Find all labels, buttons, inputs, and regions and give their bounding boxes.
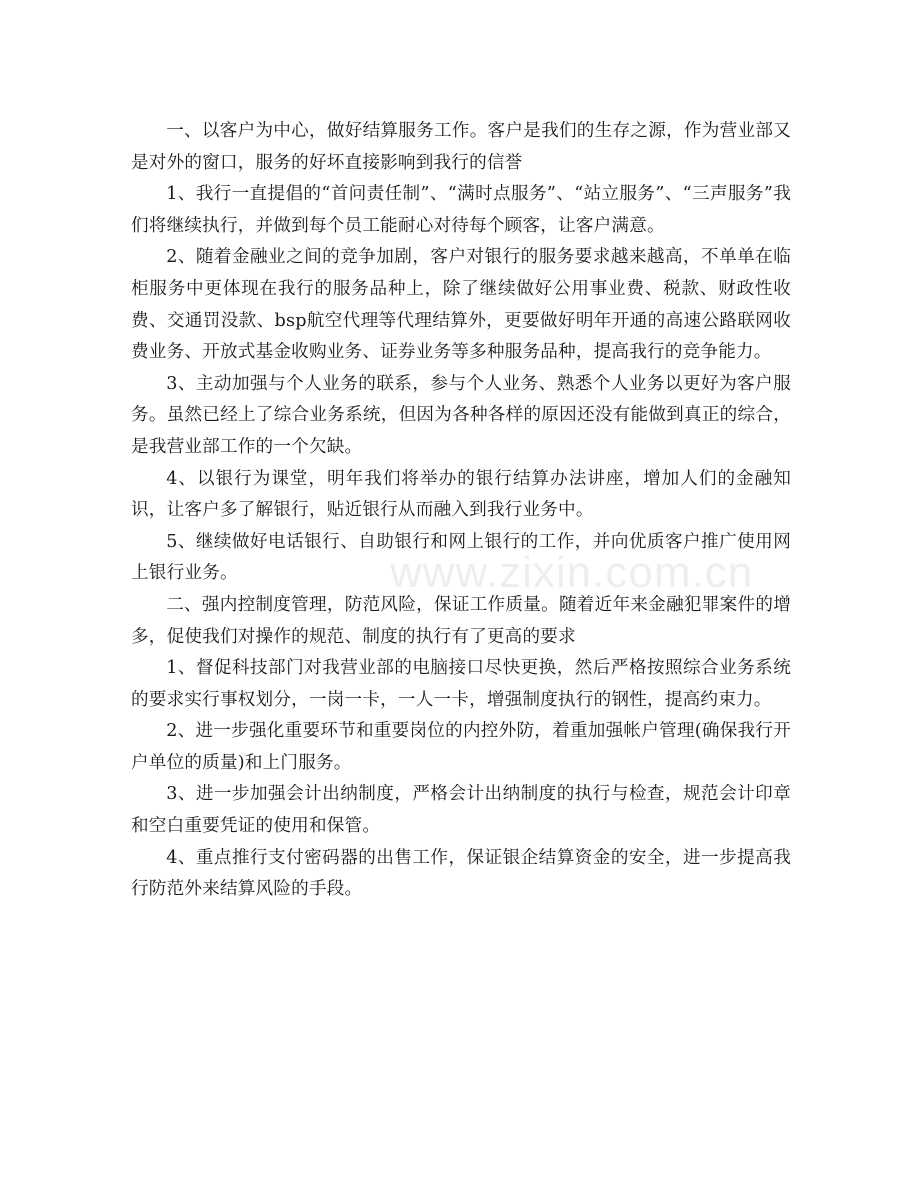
paragraph-section-two-item-4: 4、重点推行支付密码器的出售工作，保证银企结算资金的安全，进一步提高我行防范外来结算风险的手段。: [131, 847, 791, 900]
paragraph-item-1: 1、我行一直提倡的“首问责任制”、“满时点服务”、“站立服务”、“三声服务”我们将继续执行，并做到每个员工能耐心对待每个顾客，让客户满意。: [131, 184, 791, 236]
paragraph-section-two-heading: 二、强内控制度管理，防范风险，保证工作质量。随着近年来金融犯罪案件的增多，促使我们对操作的规范、制度的执行有了更高的要求: [131, 594, 791, 647]
paragraph-item-4: 4、以银行为课堂，明年我们将举办的银行结算办法讲座，增加人们的金融知识，让客户多了解银行，贴近银行从而融入到我行业务中。: [131, 468, 791, 521]
paragraph-item-3: 3、主动加强与个人业务的联系，参与个人业务、熟悉个人业务以更好为客户服务。虽然已经上了综合业务系统，但因为各种各样的原因还没有能做到真正的综合，是我营业部工作的一个欠缺。: [131, 373, 791, 457]
paragraph-item-2: 2、随着金融业之间的竞争加剧，客户对银行的服务要求越来越高，不单单在临柜服务中更体现在我行的服务品种上，除了继续做好公用事业费、税款、财政性收费、交通罚没款、bsp航空代理等代理结算外，更要做好明年开通的高速公路联网收费业务、开放式基金收购业务、证券业务等多种服务品种，提高我行的竞争能力。: [131, 247, 791, 363]
paragraph-section-two-item-3: 3、进一步加强会计出纳制度，严格会计出纳制度的执行与检查，规范会计印章和空白重要凭证的使用和保管。: [131, 784, 791, 837]
paragraph-section-one-heading: 一、以客户为中心，做好结算服务工作。客户是我们的生存之源，作为营业部又是对外的窗口，服务的好坏直接影响到我行的信誉: [131, 121, 791, 173]
watermark: www.zixin.com.cn: [390, 548, 754, 597]
document-body: [131, 116, 791, 906]
paragraph-section-two-item-2: 2、进一步强化重要环节和重要岗位的内控外防，着重加强帐户管理(确保我行开户单位的质量)和上门服务。: [131, 721, 791, 773]
paragraph-item-5: 5、继续做好电话银行、自助银行和网上银行的工作，并向优质客户推广使用网上银行业务。: [131, 531, 791, 584]
paragraph-section-two-item-1: 1、督促科技部门对我营业部的电脑接口尽快更换，然后严格按照综合业务系统的要求实行事权划分，一岗一卡，一人一卡，增强制度执行的钢性，提高约束力。: [131, 658, 791, 710]
